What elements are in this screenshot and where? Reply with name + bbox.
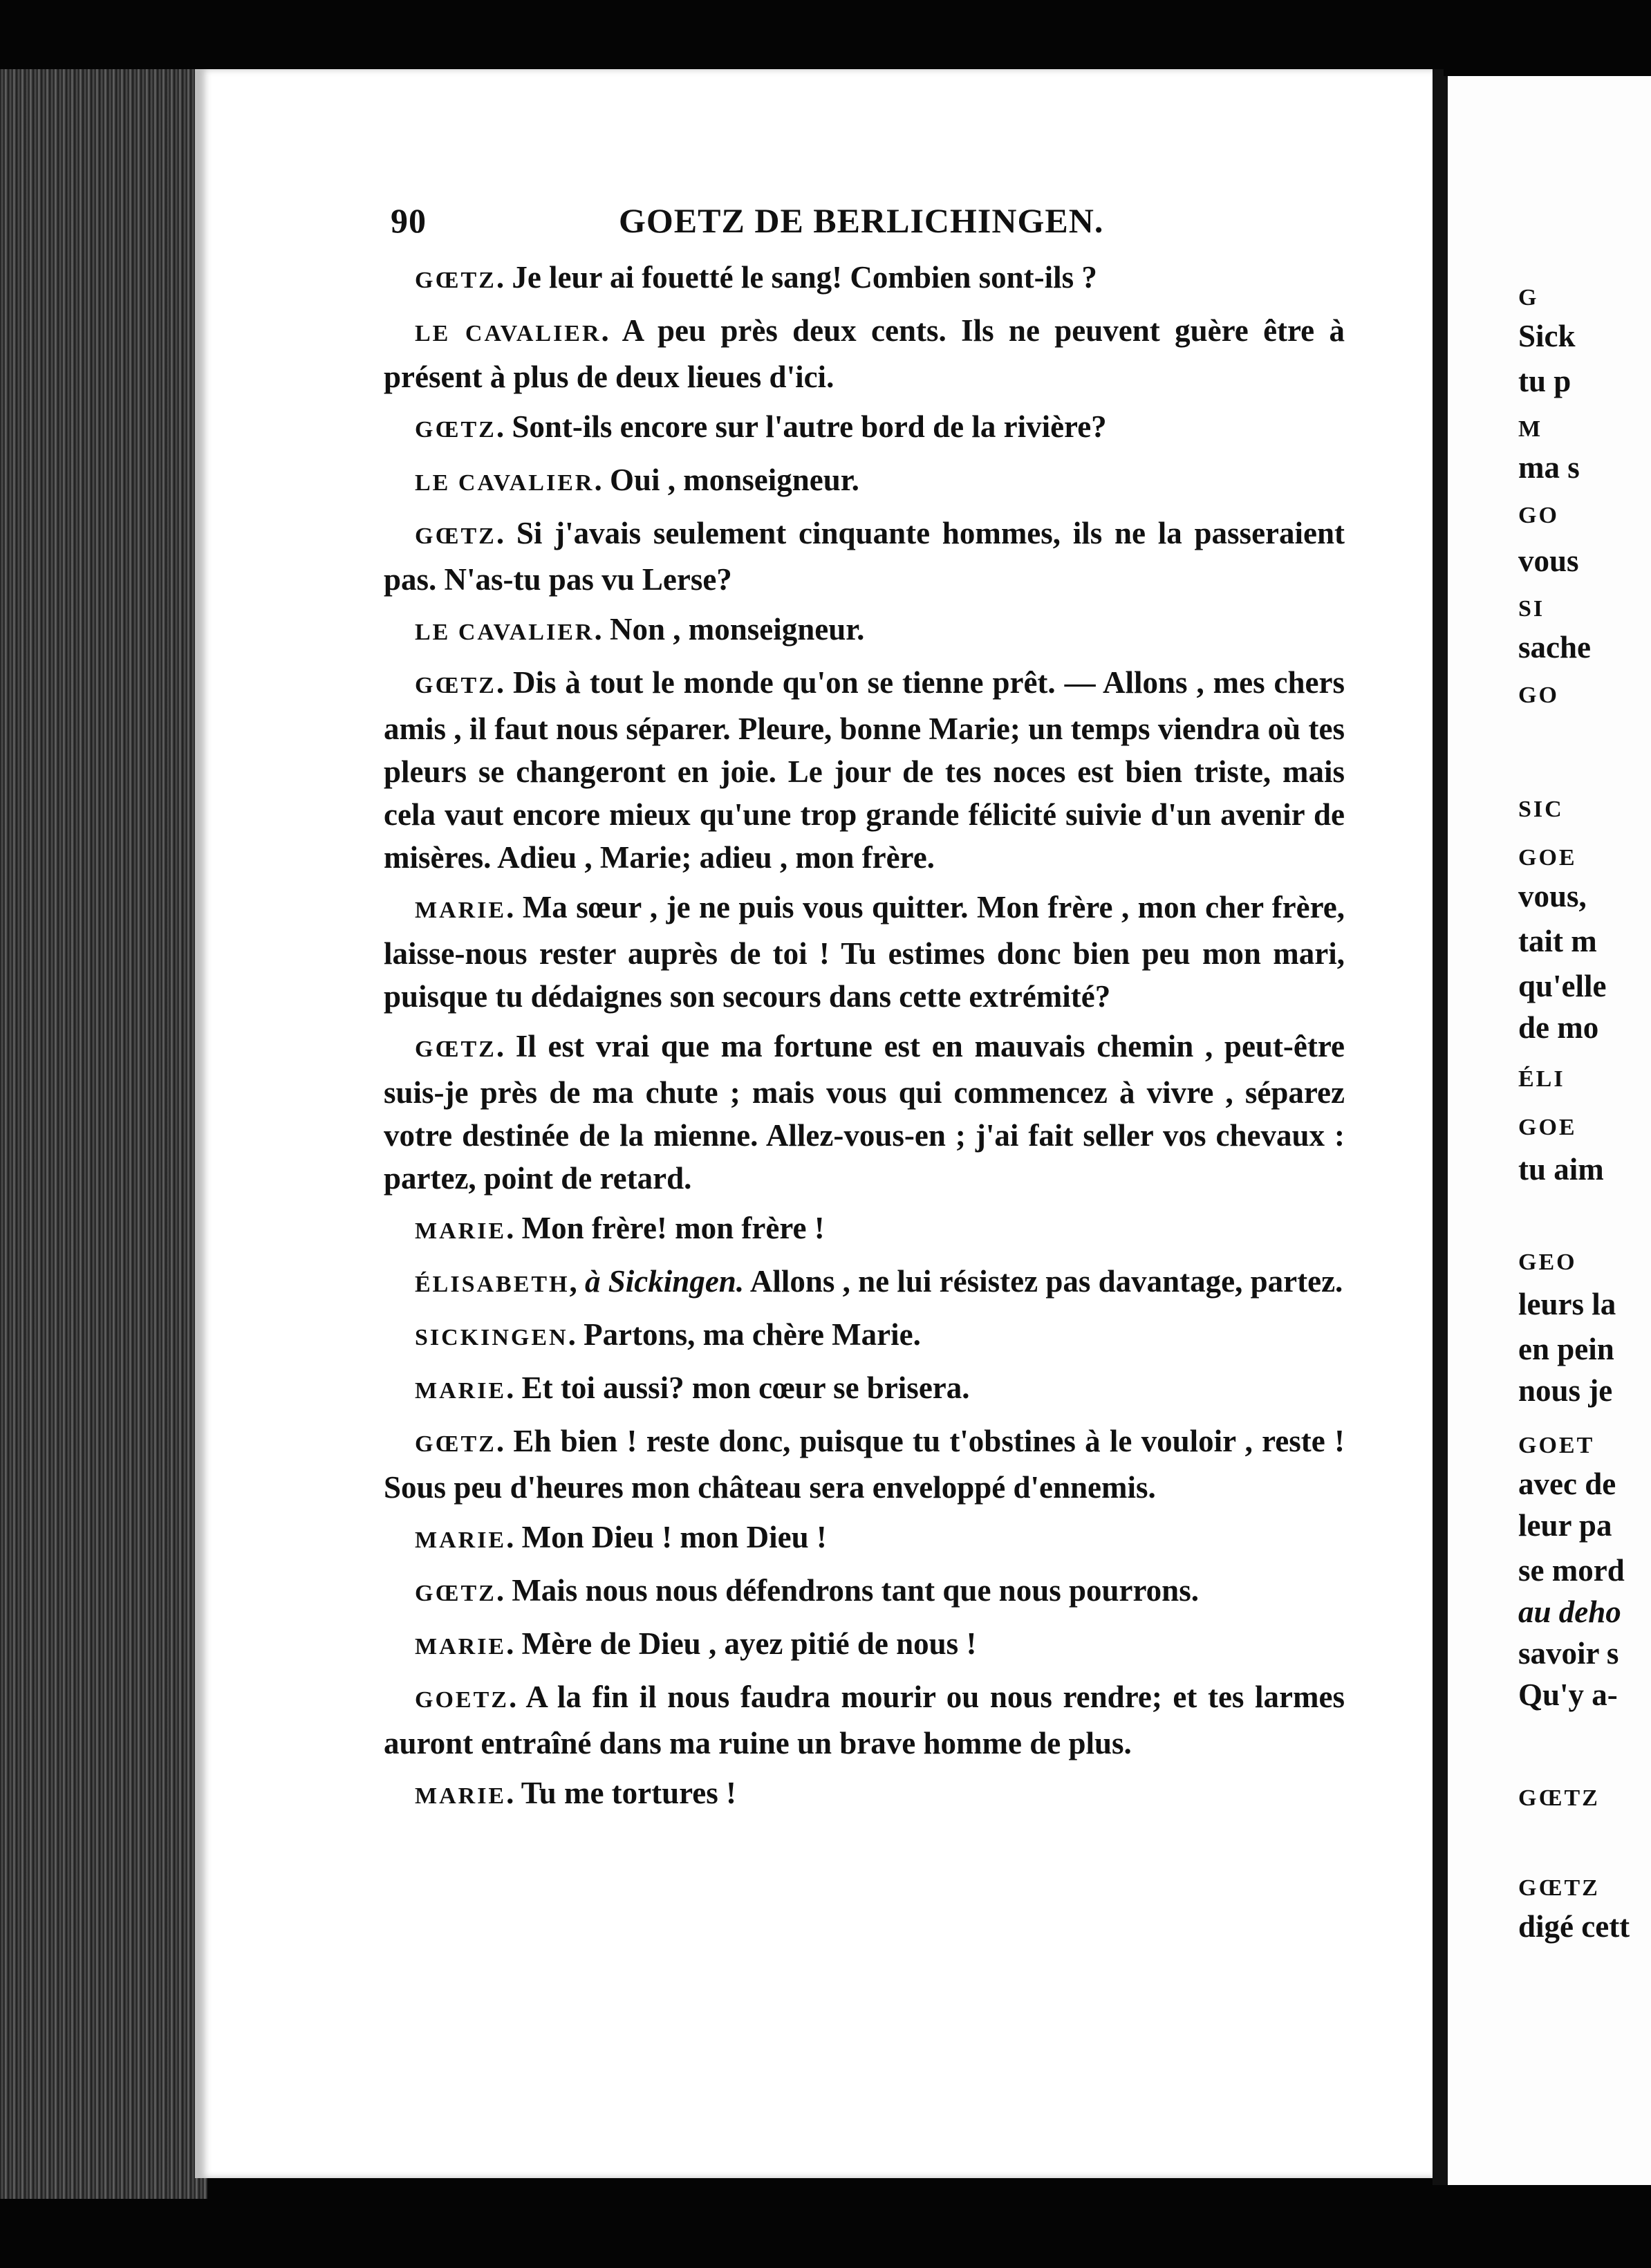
- dialogue-text: Oui , monseigneur.: [609, 463, 859, 497]
- adjacent-page-fragment: SI: [1518, 596, 1545, 622]
- adjacent-page-fragment: M: [1518, 416, 1543, 442]
- adjacent-page-fragment: au deho: [1518, 1595, 1621, 1629]
- speaker-name: GŒTZ: [415, 673, 496, 698]
- book-edge: [0, 69, 207, 2199]
- speaker-separator: .: [594, 612, 610, 647]
- speaker-name: MARIE: [415, 1783, 507, 1809]
- adjacent-page-fragment: GO: [1518, 682, 1559, 708]
- adjacent-page-fragment: tu p: [1518, 364, 1571, 398]
- dialogue-line: [384, 1569, 1345, 1615]
- adjacent-page-fragment: GOE: [1518, 845, 1577, 871]
- dialogue-text: Dis à tout le monde qu'on se tienne prêt. — Allons , mes chers amis , il faut nous séparer. Pleure, bonne Marie; un temps viendra où tes pleurs se changeront en joie. Le jour de tes noces est bien triste, mais cela vaut encore mieux qu'une trop grande félicité suivie d'un avenir de misères. Adieu , Marie; adieu , mon frère.: [384, 665, 1345, 875]
- dialogue-line: [384, 1420, 1345, 1509]
- dialogue-line: [384, 512, 1345, 601]
- adjacent-page-fragment: leur pa: [1518, 1508, 1612, 1543]
- dialogue-text: Mais nous nous défendrons tant que nous pourrons.: [512, 1573, 1199, 1608]
- dialogue-line: [384, 608, 1345, 654]
- adjacent-page-fragment: de mo: [1518, 1010, 1599, 1045]
- speaker-separator: .: [568, 1317, 584, 1352]
- speaker-name: MARIE: [415, 1378, 507, 1404]
- adjacent-page-fragment: ma s: [1518, 450, 1580, 485]
- dialogue-text: Eh bien ! reste donc, puisque tu t'obstines à le vouloir , reste ! Sous peu d'heures mon château sera enveloppé d'ennemis.: [384, 1424, 1345, 1505]
- dialogue-line: [384, 1675, 1345, 1765]
- adjacent-page-fragment: Qu'y a-: [1518, 1677, 1618, 1712]
- adjacent-page-fragment: sache: [1518, 630, 1591, 664]
- adjacent-page-fragment: GOE: [1518, 1115, 1577, 1140]
- adjacent-page-fragment: GŒTZ: [1518, 1875, 1600, 1901]
- page-text: [384, 201, 1345, 1825]
- adjacent-page-fragment: tait m: [1518, 924, 1597, 958]
- adjacent-page-fragment: SIC: [1518, 797, 1564, 822]
- speaker-separator: ,: [569, 1264, 586, 1299]
- adjacent-page-fragment: savoir s: [1518, 1636, 1619, 1671]
- speaker-name: MARIE: [415, 1634, 507, 1660]
- dialogue-line: [384, 661, 1345, 879]
- dialogue-text: A peu près deux cents. Ils ne peuvent guère être à présent à plus de deux lieues d'ici.: [384, 313, 1345, 394]
- speaker-name: ÉLISABETH: [415, 1272, 570, 1297]
- adjacent-page-fragment: digé cett: [1518, 1909, 1630, 1944]
- dialogue-line: [384, 458, 1345, 505]
- page-gutter: [1433, 69, 1444, 2185]
- dialogue-line: [384, 1622, 1345, 1669]
- adjacent-page-fragment: ÉLI: [1518, 1066, 1565, 1092]
- speaker-name: MARIE: [415, 1218, 507, 1244]
- speaker-separator: .: [506, 1211, 522, 1245]
- speaker-separator: .: [496, 260, 512, 295]
- dialogue-text: Partons, ma chère Marie.: [584, 1317, 921, 1352]
- dialogue-line: [384, 1516, 1345, 1562]
- adjacent-page-fragment: GOET: [1518, 1433, 1595, 1458]
- adjacent-page-fragment: vous: [1518, 543, 1579, 578]
- dialogue-line: [384, 1207, 1345, 1253]
- adjacent-page-fragment: GEO: [1518, 1249, 1577, 1275]
- dialogue-text: Je leur ai fouetté le sang! Combien sont-ils ?: [512, 260, 1097, 295]
- speaker-separator: .: [508, 1680, 526, 1714]
- adjacent-page-fragment: qu'elle: [1518, 969, 1607, 1003]
- speaker-separator: .: [496, 1424, 514, 1458]
- dialogue-line: [384, 1366, 1345, 1413]
- dialogue-line: [384, 309, 1345, 398]
- speaker-separator: .: [506, 890, 523, 924]
- dialogue-text: Ma sœur , je ne puis vous quitter. Mon frère , mon cher frère, laisse-nous rester auprès de toi ! Tu estimes donc bien peu mon mari, puisque tu dédaignes son secours dans cette extrémité?: [384, 890, 1345, 1014]
- speaker-separator: .: [496, 516, 516, 550]
- adjacent-page-fragment: se mord: [1518, 1553, 1625, 1588]
- dialogue-text: Mon Dieu ! mon Dieu !: [521, 1520, 827, 1554]
- stage-direction: à Sickingen.: [585, 1264, 745, 1299]
- dialogue-line: [384, 1772, 1345, 1818]
- adjacent-page-fragment: leurs la: [1518, 1287, 1616, 1321]
- dialogue-text: Sont-ils encore sur l'autre bord de la rivière?: [512, 409, 1107, 444]
- speaker-name: GŒTZ: [415, 268, 496, 293]
- adjacent-page-fragment: G: [1518, 285, 1539, 310]
- dialogue-line: [384, 1260, 1345, 1306]
- adjacent-page-fragment: avec de: [1518, 1467, 1616, 1501]
- speaker-name: GŒTZ: [415, 523, 496, 549]
- dialogue-text: Si j'avais seulement cinquante hommes, ils ne la passeraient pas. N'as-tu pas vu Lerse?: [384, 516, 1345, 597]
- dialogue-line: [384, 1313, 1345, 1359]
- speaker-name: LE CAVALIER: [415, 620, 595, 645]
- adjacent-page-fragment: GO: [1518, 503, 1559, 528]
- speaker-name: MARIE: [415, 898, 507, 923]
- adjacent-page-fragment: GŒTZ: [1518, 1785, 1600, 1811]
- dialogue-text: Il est vrai que ma fortune est en mauvais chemin , peut-être suis-je près de ma chute ; mais vous qui commencez à vivre , séparez votre destinée de la mienne. Allez-vous-en ; j'ai fait seller vos chevaux : partez, point de retard.: [384, 1029, 1345, 1196]
- dialogue-text: Mon frère! mon frère !: [521, 1211, 825, 1245]
- speaker-name: LE CAVALIER: [415, 321, 601, 346]
- speaker-name: GŒTZ: [415, 1037, 496, 1062]
- page-header: [384, 201, 1345, 256]
- dialogue-text: Et toi aussi? mon cœur se brisera.: [521, 1370, 970, 1405]
- speaker-name: GOETZ: [415, 1687, 509, 1713]
- adjacent-page-fragment: Sick: [1518, 319, 1576, 353]
- speaker-name: SICKINGEN: [415, 1325, 568, 1350]
- speaker-separator: .: [506, 1520, 522, 1554]
- speaker-name: GŒTZ: [415, 1581, 496, 1606]
- dialogue: [384, 256, 1345, 1818]
- speaker-separator: .: [506, 1626, 522, 1661]
- dialogue-text: A la fin il nous faudra mourir ou nous rendre; et tes larmes auront entraîné dans ma ruine un brave homme de plus.: [384, 1680, 1345, 1760]
- dialogue-line: [384, 886, 1345, 1018]
- dialogue-text: Tu me tortures !: [521, 1776, 737, 1810]
- speaker-name: MARIE: [415, 1527, 507, 1553]
- running-title: GOETZ DE BERLICHINGEN.: [619, 201, 1104, 240]
- adjacent-page-fragment: nous je: [1518, 1373, 1613, 1408]
- dialogue-line: [384, 256, 1345, 302]
- speaker-separator: .: [506, 1370, 522, 1405]
- dialogue-text: Allons , ne lui résistez pas davantage, partez.: [744, 1264, 1343, 1299]
- speaker-separator: .: [496, 665, 513, 700]
- page-number: 90: [391, 201, 427, 240]
- speaker-separator: .: [496, 409, 512, 444]
- speaker-name: GŒTZ: [415, 1431, 496, 1457]
- speaker-separator: .: [601, 313, 622, 348]
- speaker-name: GŒTZ: [415, 417, 496, 443]
- dialogue-line: [384, 1025, 1345, 1200]
- speaker-separator: .: [506, 1776, 521, 1810]
- adjacent-page-fragment: vous,: [1518, 879, 1587, 913]
- dialogue-text: Non , monseigneur.: [609, 612, 865, 647]
- speaker-separator: .: [496, 1029, 516, 1063]
- adjacent-page-fragment: tu aim: [1518, 1152, 1604, 1187]
- dialogue-text: Mère de Dieu , ayez pitié de nous !: [521, 1626, 977, 1661]
- dialogue-line: [384, 405, 1345, 452]
- speaker-separator: .: [594, 463, 610, 497]
- speaker-name: LE CAVALIER: [415, 470, 595, 496]
- adjacent-page-fragment: en pein: [1518, 1332, 1614, 1366]
- speaker-separator: .: [496, 1573, 512, 1608]
